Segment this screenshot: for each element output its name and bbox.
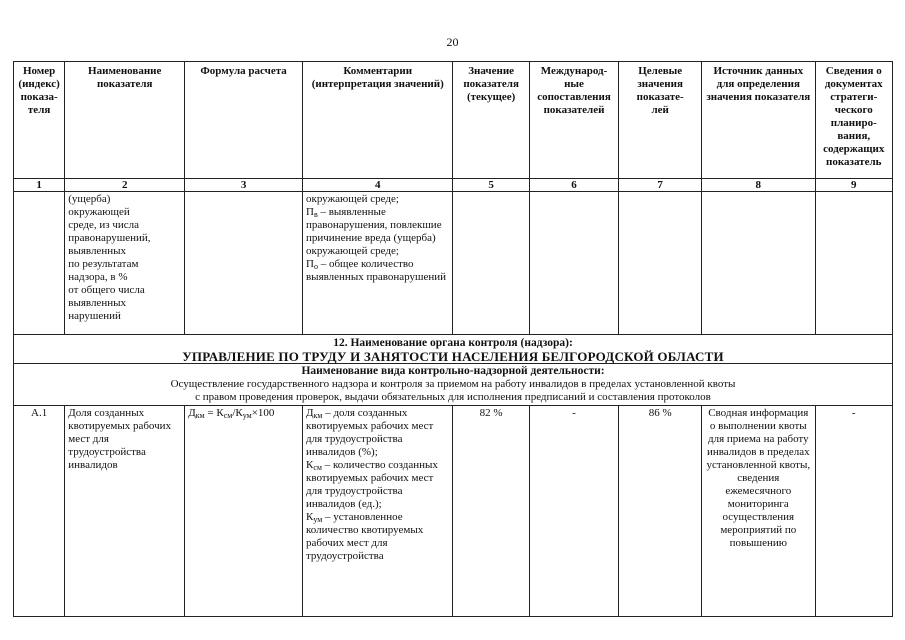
formula-part: = К	[204, 407, 224, 419]
continued-international-cell	[529, 192, 618, 335]
header-name: Наименование показателя	[65, 62, 185, 179]
activity-row	[14, 364, 893, 406]
symbol: П	[305, 206, 314, 218]
continued-value-cell	[453, 192, 529, 335]
formula-part: Д	[188, 407, 196, 419]
header-international: Международ- ные сопоставления показателей	[529, 62, 618, 179]
symbol: П	[305, 258, 314, 270]
row-source: Сводная информация о выполнении квоты для приема на работу инвалидов в пределах установленной квоты, сведения ежемесячного мониторинга осуществления мероприятий по повышению	[702, 406, 815, 617]
column-number: 3	[185, 179, 303, 192]
indicators-table	[13, 61, 893, 617]
column-number: 2	[65, 179, 185, 192]
subscript: ум	[313, 515, 323, 524]
comment-ksm	[306, 459, 449, 511]
comment-text: – выявленные правонарушения, повлекшие причинение вреда (ущерба) окружающей среде;	[305, 206, 442, 257]
subscript: см	[223, 411, 233, 420]
row-current-value: 82 %	[453, 406, 529, 617]
row-name: Доля созданных квотируемых рабочих мест для трудоустройства инвалидов	[65, 406, 185, 617]
section-organization: УПРАВЛЕНИЕ ПО ТРУДУ И ЗАНЯТОСТИ НАСЕЛЕНИЯ БЕЛГОРОДСКОЙ ОБЛАСТИ	[182, 349, 724, 364]
header-target: Целевые значения показате- лей	[619, 62, 702, 179]
header-current-value: Значение показателя (текущее)	[453, 62, 529, 179]
formula-part: ×100	[251, 407, 275, 419]
subscript: см	[313, 463, 322, 472]
table-row	[14, 406, 893, 617]
activity-cell	[14, 364, 893, 406]
row-formula	[185, 406, 303, 617]
column-number: 1	[14, 179, 65, 192]
activity-header: Наименование вида контрольно-надзорной деятельности:	[301, 365, 605, 377]
comment-text: – количество созданных квотируемых рабочих мест для трудоустройства инвалидов (ед.);	[305, 459, 438, 510]
symbol: К	[305, 511, 314, 523]
column-number: 5	[453, 179, 529, 192]
comment-d	[306, 407, 449, 459]
subscript: в	[313, 210, 318, 219]
column-number: 8	[702, 179, 815, 192]
symbol: К	[305, 459, 314, 471]
header-index: Номер (индекс) показа- теля	[14, 62, 65, 179]
column-number: 6	[529, 179, 618, 192]
table-header-row	[14, 62, 893, 179]
subscript: ум	[242, 411, 252, 420]
section-row	[14, 335, 893, 364]
continued-index-cell	[14, 192, 65, 335]
section-cell	[14, 335, 893, 364]
column-number: 7	[619, 179, 702, 192]
header-source: Источник данных для определения значения показателя	[702, 62, 815, 179]
comment-kum	[306, 511, 449, 563]
comment-text: – доля созданных квотируемых рабочих мест для трудоустройства инвалидов (%);	[305, 407, 434, 458]
subscript: о	[313, 262, 318, 271]
row-documents: -	[815, 406, 893, 617]
table-row	[14, 192, 893, 335]
comment-text: – установленное количество квотируемых рабочих мест для трудоустройства	[305, 511, 424, 562]
section-title: 12. Наименование органа контроля (надзора):	[333, 337, 573, 349]
row-comments	[302, 406, 452, 617]
subscript: км	[195, 411, 205, 420]
row-international: -	[529, 406, 618, 617]
symbol: Д	[305, 407, 314, 419]
row-target: 86 %	[619, 406, 702, 617]
header-documents: Сведения о документах стратеги- ческого планиро- вания, содержащих показатель	[815, 62, 893, 179]
comment-pv	[306, 206, 449, 258]
comment-line: окружающей среде;	[305, 193, 399, 205]
continued-comment-cell	[302, 192, 452, 335]
column-number: 9	[815, 179, 893, 192]
page-number: 20	[446, 35, 459, 49]
column-number-row	[14, 179, 893, 192]
subscript: км	[313, 411, 323, 420]
comment-po	[306, 258, 449, 284]
column-number: 4	[302, 179, 452, 192]
row-index: А.1	[14, 406, 65, 617]
comment-text: – общее количество выявленных правонарушений	[305, 258, 446, 283]
continued-target-cell	[619, 192, 702, 335]
continued-formula-cell	[185, 192, 303, 335]
continued-name-cell: (ущерба) окружающей среде, из числа правонарушений, выявленных по результатам надзора, в % от общего числа выявленных нарушений	[65, 192, 185, 335]
header-formula: Формула расчета	[185, 62, 303, 179]
continued-documents-cell	[815, 192, 893, 335]
continued-source-cell	[702, 192, 815, 335]
formula-part: /К	[232, 407, 243, 419]
header-comments: Комментарии (интерпретация значений)	[302, 62, 452, 179]
activity-description: Осуществление государственного надзора и контроля за приемом на работу инвалидов в пределах установленной квоты с правом проведения проверок, выдачи обязательных для исполнения предписаний и составления протоколов	[170, 378, 736, 403]
